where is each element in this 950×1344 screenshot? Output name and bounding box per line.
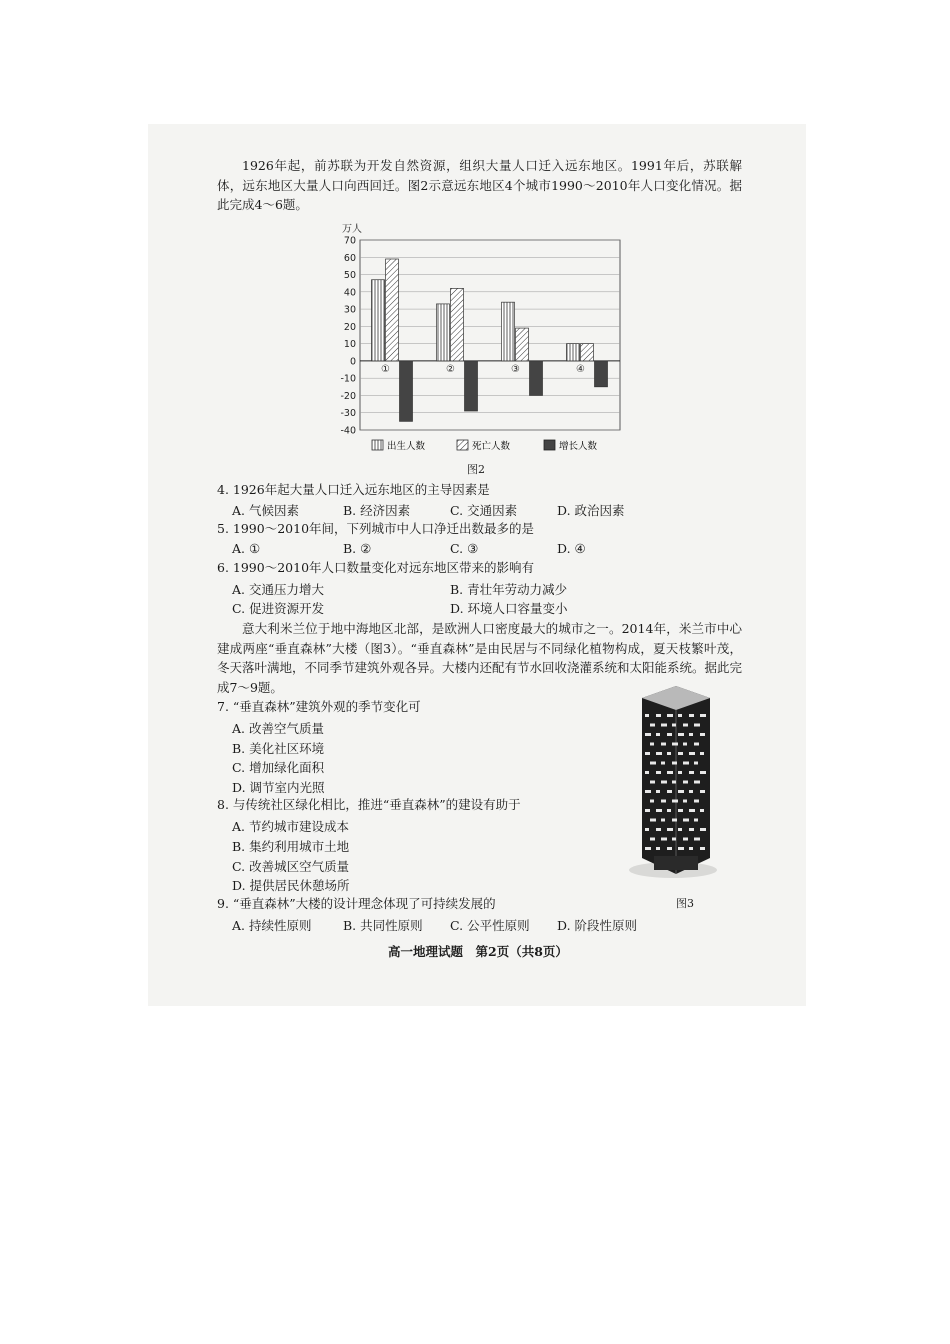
y-tick-label: 60	[343, 252, 356, 264]
building-window	[667, 714, 673, 717]
building-window	[645, 771, 649, 774]
building-window	[667, 828, 673, 831]
building-window	[672, 800, 678, 803]
building-window	[694, 819, 698, 822]
category-label: ③	[511, 363, 520, 375]
legend-label-deaths: 死亡人数	[472, 441, 511, 452]
bar-deaths	[516, 328, 529, 361]
building-window	[650, 724, 655, 727]
building-window	[683, 724, 688, 727]
legend-swatch-growth	[544, 440, 555, 450]
building-window	[678, 828, 682, 831]
building-window	[678, 733, 684, 736]
question-8-stem: 8. 与传统社区绿化相比，推进“垂直森林”的建设有助于	[217, 797, 521, 812]
building-window	[700, 714, 706, 717]
building-window	[656, 790, 660, 793]
category-label: ④	[576, 363, 585, 375]
question-9-option-c[interactable]: C. 公平性原则	[450, 918, 530, 933]
building-window	[656, 752, 662, 755]
page-footer: 高一地理试题 第2页（共8页）	[388, 944, 568, 959]
building-window	[645, 847, 651, 850]
building-window	[656, 771, 661, 774]
question-7-option-b[interactable]: B. 美化社区环境	[232, 741, 325, 756]
building-window	[678, 847, 684, 850]
vertical-forest-building-illustration	[618, 680, 728, 895]
building-window	[650, 838, 655, 841]
building-window	[683, 819, 689, 822]
building-window	[689, 790, 693, 793]
building-window	[650, 800, 654, 803]
question-7-option-a[interactable]: A. 改善空气质量	[232, 721, 324, 736]
legend-label-growth: 增长人数	[559, 441, 598, 452]
building-window	[661, 819, 665, 822]
building-window	[689, 714, 694, 717]
question-5-option-b[interactable]: B. ②	[343, 541, 372, 556]
building-window	[700, 828, 706, 831]
building-window	[650, 743, 654, 746]
building-window	[667, 790, 672, 793]
building-window	[667, 809, 671, 812]
question-4-option-b[interactable]: B. 经济因素	[343, 503, 411, 518]
bar-births	[502, 302, 515, 361]
question-8-option-d[interactable]: D. 提供居民休憩场所	[232, 878, 350, 893]
y-tick-label: -30	[340, 408, 356, 420]
building-window	[661, 781, 667, 784]
building-window	[645, 809, 650, 812]
question-8-option-c[interactable]: C. 改善城区空气质量	[232, 859, 350, 874]
plot-frame	[360, 240, 620, 430]
question-4-stem: 4. 1926年起大量人口迁入远东地区的主导因素是	[217, 482, 490, 497]
bar-births	[437, 304, 450, 361]
building-window	[661, 838, 667, 841]
question-5-stem: 5. 1990～2010年间，下列城市中人口净迁出数最多的是	[217, 521, 535, 536]
question-6-option-d[interactable]: D. 环境人口容量变小	[450, 601, 568, 616]
building-window	[700, 847, 705, 850]
question-6-option-b[interactable]: B. 青壮年劳动力减少	[450, 582, 568, 597]
bar-births	[567, 344, 580, 361]
y-tick-label: 20	[343, 321, 356, 333]
building-window	[672, 724, 676, 727]
intro-text-1: 1926年起，前苏联为开发自然资源，组织大量人口迁入远东地区。1991年后，苏联解体，远东地区大量人口向西回迁。图2示意远东地区4个城市1990～2010年人口变化情况。据此完成4～6题。	[217, 158, 742, 212]
building-window	[683, 838, 688, 841]
building-window	[689, 752, 695, 755]
building-window	[683, 762, 689, 765]
building-window	[689, 847, 693, 850]
question-9-stem: 9. “垂直森林”大楼的设计理念体现了可持续发展的	[217, 896, 496, 911]
building-window	[667, 733, 672, 736]
question-7-option-d[interactable]: D. 调节室内光照	[232, 780, 325, 795]
bar-deaths	[581, 344, 594, 361]
building-window	[672, 762, 677, 765]
building-window	[661, 724, 667, 727]
y-tick-label: 40	[343, 287, 356, 299]
y-axis-label: 万人	[342, 224, 362, 235]
building-window	[694, 800, 699, 803]
building-window	[694, 762, 698, 765]
question-5-option-c[interactable]: C. ③	[450, 541, 479, 556]
building-window	[650, 781, 655, 784]
building-window	[678, 714, 682, 717]
building-window	[672, 781, 676, 784]
building-window	[689, 733, 693, 736]
building-window	[683, 743, 687, 746]
question-6-stem: 6. 1990～2010年人口数量变化对远东地区带来的影响有	[217, 560, 535, 575]
question-5-option-a[interactable]: A. ①	[232, 541, 261, 556]
building-window	[667, 771, 673, 774]
question-5-option-d[interactable]: D. ④	[557, 541, 586, 556]
bar-growth	[400, 361, 413, 421]
y-tick-label: -20	[340, 390, 356, 402]
building-window	[645, 790, 651, 793]
question-4-option-d[interactable]: D. 政治因素	[557, 503, 625, 518]
building-window	[683, 781, 688, 784]
building-window	[678, 809, 683, 812]
building-window	[700, 790, 705, 793]
building-window	[656, 847, 660, 850]
building-window	[667, 752, 671, 755]
bar-deaths	[386, 259, 399, 361]
chart-legend	[372, 440, 598, 452]
y-tick-label: 70	[343, 235, 356, 247]
building-window	[694, 838, 700, 841]
building-window	[661, 762, 665, 765]
y-tick-label: 0	[349, 356, 356, 368]
population-change-chart	[320, 222, 630, 458]
building-window	[689, 828, 694, 831]
intro-paragraph-1	[217, 156, 742, 215]
building-window	[672, 819, 677, 822]
y-tick-label: 10	[343, 339, 356, 351]
building-window	[678, 790, 684, 793]
y-tick-label: 30	[343, 304, 356, 316]
building-window	[689, 771, 694, 774]
building-window	[689, 809, 695, 812]
building-window	[667, 847, 672, 850]
question-4-option-c[interactable]: C. 交通因素	[450, 503, 518, 518]
question-4-option-a[interactable]: A. 气候因素	[232, 503, 299, 518]
bar-births	[372, 280, 385, 361]
building-window	[645, 828, 649, 831]
building-window	[645, 752, 650, 755]
category-label: ①	[381, 363, 390, 375]
question-8-option-a[interactable]: A. 节约城市建设成本	[232, 819, 349, 834]
building-window	[694, 781, 700, 784]
building-window	[700, 809, 704, 812]
building-window	[694, 743, 699, 746]
question-7-stem: 7. “垂直森林”建筑外观的季节变化可	[217, 699, 421, 714]
y-tick-label: 50	[343, 270, 356, 282]
question-9-option-a[interactable]: A. 持续性原则	[232, 918, 312, 933]
building-window	[650, 762, 656, 765]
building-window	[645, 733, 651, 736]
bar-deaths	[451, 288, 464, 361]
question-6-option-a[interactable]: A. 交通压力增大	[232, 582, 324, 597]
question-9-option-d[interactable]: D. 阶段性原则	[557, 918, 638, 933]
legend-label-births: 出生人数	[387, 441, 426, 452]
building-window	[700, 752, 704, 755]
building-window	[672, 838, 676, 841]
building-window	[678, 752, 683, 755]
building-window	[645, 714, 649, 717]
building-window	[656, 733, 660, 736]
y-tick-label: -10	[340, 373, 356, 385]
building-window	[700, 771, 706, 774]
bar-growth	[595, 361, 608, 387]
building-window	[661, 800, 666, 803]
figure2-caption: 图2	[467, 463, 485, 476]
building-window	[656, 809, 662, 812]
building-window	[656, 828, 661, 831]
question-8-option-b[interactable]: B. 集约利用城市土地	[232, 839, 350, 854]
legend-swatch-births	[372, 440, 383, 450]
question-7-option-c[interactable]: C. 增加绿化面积	[232, 760, 325, 775]
building-window	[650, 819, 656, 822]
legend-swatch-deaths	[457, 440, 468, 450]
building-window	[672, 743, 678, 746]
building-window	[700, 733, 705, 736]
question-6-option-c[interactable]: C. 促进资源开发	[232, 601, 325, 616]
bar-growth	[530, 361, 543, 396]
y-tick-label: -40	[340, 425, 356, 437]
building-window	[661, 743, 666, 746]
building-window	[656, 714, 661, 717]
intro-text-2: 意大利米兰位于地中海地区北部，是欧洲人口密度最大的城市之一。2014年，米兰市中心建成两座“垂直森林”大楼（图3）。“垂直森林”是由民居与不同绿化植物构成，夏天枝繁叶茂，冬天落叶满地，不同季节建筑外观各异。大楼内还配有节水回收浇灌系统和太阳能系统。据此完成7～9题。	[217, 621, 743, 695]
question-9-option-b[interactable]: B. 共同性原则	[343, 918, 423, 933]
building-window	[694, 724, 700, 727]
building-window	[683, 800, 687, 803]
building-window	[678, 771, 682, 774]
figure3-caption: 图3	[676, 897, 694, 910]
category-label: ②	[446, 363, 455, 375]
bar-growth	[465, 361, 478, 411]
